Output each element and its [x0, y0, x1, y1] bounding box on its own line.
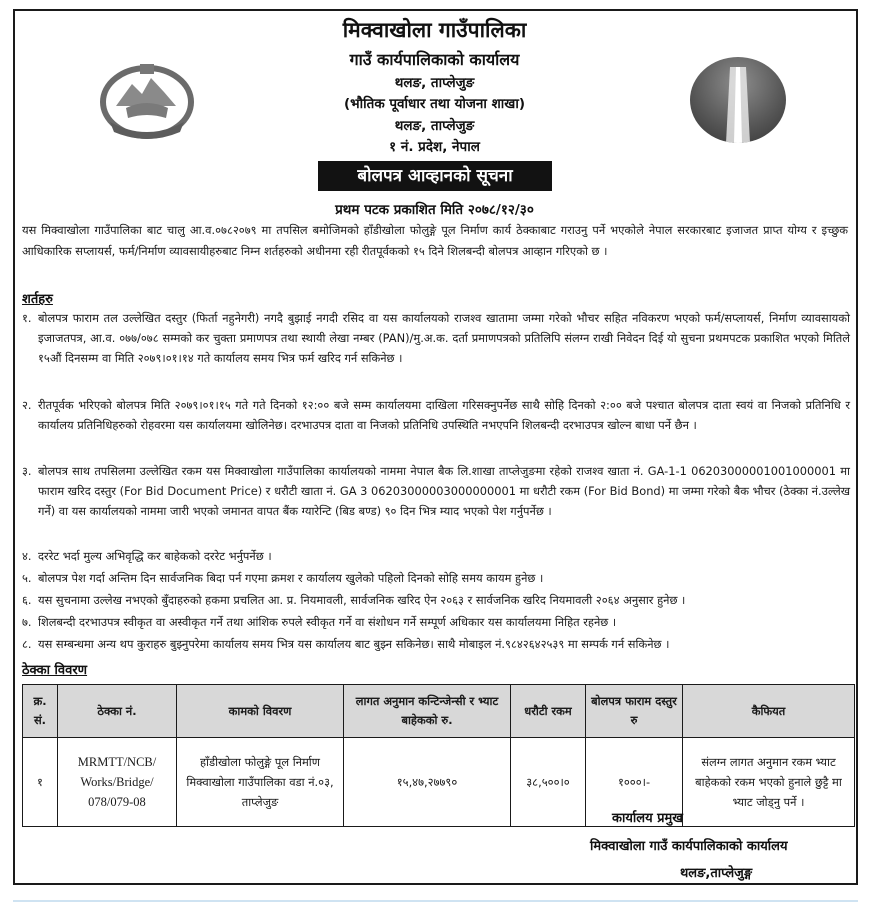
- header-serial: क्र. सं.: [23, 685, 58, 738]
- header-cost-estimate: लागत अनुमान कन्टिन्जेन्सी र भ्याट बाहेकको रु.: [344, 685, 511, 738]
- signatory-title: कार्यालय प्रमुख: [612, 811, 683, 826]
- municipality-name: मिक्वाखोला गाउँपालिका: [342, 18, 527, 42]
- contract-heading: ठेक्का विवरण: [22, 663, 88, 678]
- condition-item: ६. यस सुचनामा उल्लेख नभएको बुँदाहरुको हकमा प्रचलित आ. प्र. नियमावली, सार्वजनिक खरिद ऐन २०६३ र सार्वजनिक खरिद नियमावली २०६४ अनुसार हुनेछ ।: [22, 593, 686, 607]
- cell-deposit: ३८,५००।०: [511, 738, 586, 827]
- signatory-office: मिक्वाखोला गाउँ कार्यपालिकाको कार्यालय: [590, 839, 788, 854]
- header-contract-no: ठेक्का नं.: [58, 685, 177, 738]
- cell-cost-estimate: १५,४७,२७७९०: [344, 738, 511, 827]
- province-name: १ नं. प्रदेश, नेपाल: [389, 139, 480, 155]
- branch-name: (भौतिक पूर्वाधार तथा योजना शाखा): [343, 96, 526, 112]
- condition-item: २. रीतपूर्वक भरिएको बोलपत्र मिति २०७९।०१।१५ गते गते दिनको १२:०० बजे सम्म कार्यालयमा दाखिला गरिसक्नुपर्नेछ साथै सोहि दिनको २:०० बजे पश्चात बोलपत्र दाता स्वयं वा निजको प्रतिनिधि र कार्यालय प्रतिनिधिहरुको रोहवरमा यस कार्यालयमा खोलिनेछ। दरभाउपत्र दाता वा निजको प्रतिनिधि उपस्थिति नभएपनि शिलबन्दी दरभाउपत्र खोल्न बाधा पर्ने छैन ।: [22, 398, 850, 432]
- header-remarks: कैफियत: [683, 685, 855, 738]
- cell-work-description: हाँडीखोला फोलुङ्गे पूल निर्माण मिक्वाखोला गाउँपालिका वडा नं.०३, ताप्लेजुङ: [177, 738, 344, 827]
- office-location: थलङ, ताप्लेजुङ: [394, 75, 475, 91]
- bottom-divider: [13, 900, 858, 902]
- signatory-place: थलङ,ताप्लेजुङ्ग: [680, 866, 753, 881]
- publication-date: प्रथम पटक प्रकाशित मिति २०७८/१२/३०: [335, 202, 534, 218]
- office-name: गाउँ कार्यपालिकाको कार्यालय: [349, 50, 520, 69]
- condition-item: १. बोलपत्र फाराम तल उल्लेखित दस्तुर (फिर्ता नहुनेगरी) नगदै बुझाई नगदी रसिद वा यस कार्यालयको राजश्व खातामा जम्मा गरेको भौचर सहित नविकरण भएको फर्म/सप्लायर्स, निर्माण व्यावसायको इजाजतपत्र, आ.व. ०७७/०७८ सम्मको कर चुक्ता प्रमाणपत्र तथा स्थायी लेखा नम्बर (PAN)/मु.अ.क. दर्ता प्रमाणपत्रको प्रतिलिपि संलग्न राखी निवेदन दिई यो सुचना प्रथमपटक प्रकाशित भएको मितिले १५औं दिनसम्म वा मिति २०७९।०१।१४ गते कार्यालय समय भित्र फर्म खरिद गर्न सकिनेछ ।: [22, 311, 850, 365]
- condition-item: ४. दररेट भर्दा मुल्य अभिवृद्धि कर बाहेकको दररेट भर्नुपर्नेछ ।: [22, 549, 272, 563]
- header-deposit: धरौटी रकम: [511, 685, 586, 738]
- contract-table: [22, 684, 855, 827]
- intro-paragraph: यस मिक्वाखोला गाउँपालिका बाट चालु आ.व.०७८२०७९ मा तपसिल बमोजिमको हाँडीखोला फोलुङ्गे पूल निर्माण कार्य ठेक्काबाट गराउनु पर्ने भएकोले नेपाल सरकारबाट इजाजत प्राप्त योग्य र इच्छुक आधिकारिक सप्लायर्स, फर्म/निर्माण व्यावसायीहरुबाट निम्न शर्तहरुको अधीनमा रही रीतपूर्वकको १५ दिने शिलबन्दी बोलपत्र आव्हान गरिएको छ ।: [22, 223, 848, 258]
- cell-form-fee: १०००।-: [586, 738, 683, 827]
- header-work-description: कामको विवरण: [177, 685, 344, 738]
- conditions-heading: शर्तहरु: [22, 292, 53, 307]
- condition-item: ७. शिलबन्दी दरभाउपत्र स्वीकृत वा अस्वीकृत गर्ने तथा आंशिक रुपले स्वीकृत गर्ने वा संशोधन गर्ने सम्पूर्ण अधिकार यस कार्यालयमा निहित रहनेछ ।: [22, 615, 617, 629]
- cell-remarks: संलग्न लागत अनुमान रकम भ्याट बाहेकको रकम भएको हुनाले छुट्टै मा भ्याट जोड्नु पर्ने ।: [683, 738, 855, 827]
- branch-location: थलङ, ताप्लेजुङ: [394, 118, 475, 134]
- cell-contract-no: MRMTT/NCB/ Works/Bridge/ 078/079-08: [58, 738, 177, 827]
- table-header-row: [23, 685, 855, 738]
- header-form-fee: बोलपत्र फाराम दस्तुर रु: [586, 685, 683, 738]
- condition-item: ३. बोलपत्र साथ तपसिलमा उल्लेखित रकम यस मिक्वाखोला गाउँपालिका कार्यालयको नाममा नेपाल बैक लि.शाखा ताप्लेजुङमा रहेको राजश्व खाता नं. GA-1-1 06203000001001000001 मा फाराम खरिद दस्तुर (For Bid Document Price) र धरौटी खाता नं. GA 3 06203000003000000001 मा धरौटी रकम (For Bid Bond) मा जम्मा गरेको बैक भौचर (ठेक्का नं.उल्लेख गर्ने) वा यस कार्यालयको नाममा जारी भएको जमानत वापत बैंक ग्यारेन्टि (बिड बण्ड) ९० दिन भित्र म्याद भएको पेश गर्नुपर्नेछ ।: [22, 464, 851, 518]
- condition-item: ८. यस सम्बन्धमा अन्य थप कुराहरु बुझ्नुपरेमा कार्यालय समय भित्र यस कार्यालय बाट बुझ्न सकिनेछ। साथै मोबाइल नं.९८४२६४२५३९ मा सम्पर्क गर्न सकिनेछ ।: [22, 637, 670, 651]
- condition-item: ५. बोलपत्र पेश गर्दा अन्तिम दिन सार्वजनिक बिदा पर्न गएमा क्रमश र कार्यालय खुलेको पहिलो दिनको सोहि समय कायम हुनेछ ।: [22, 571, 544, 585]
- cell-serial: १: [23, 738, 58, 827]
- notice-title: बोलपत्र आव्हानको सूचना: [318, 161, 552, 191]
